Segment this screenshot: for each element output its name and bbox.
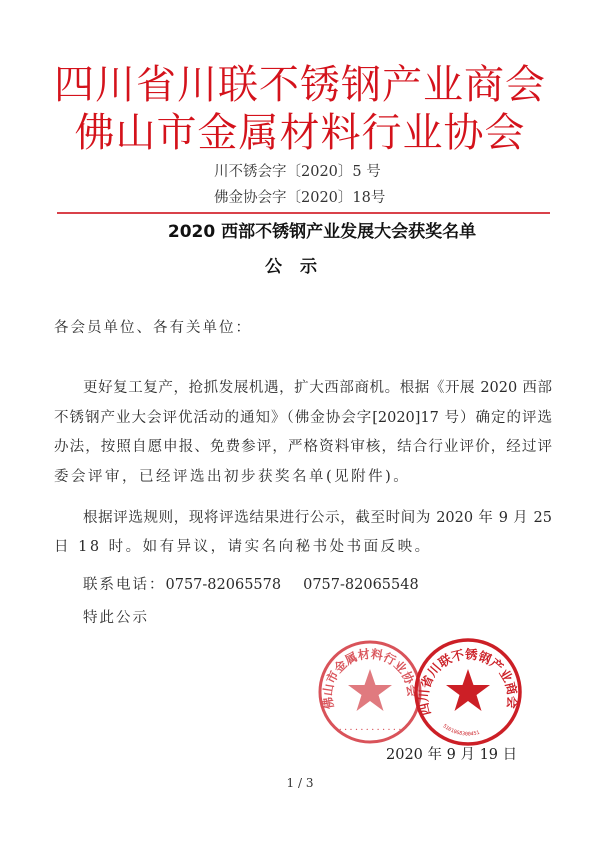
contact-phone-2: 0757-82065548: [303, 577, 419, 593]
signature-date: 2020 年 9 月 19 日: [386, 747, 518, 763]
salutation: 各会员单位、各有关单位：: [54, 320, 252, 336]
closing-text: 特此公示: [83, 610, 149, 626]
seal-foshan-text: 佛山市金属材料行业协会: [320, 646, 420, 711]
paragraph-1-line-4: 委会评审，已经评选出初步获奖名单(见附件)。: [54, 469, 411, 485]
seal-sichuan-code: 5101068300451: [441, 723, 481, 738]
paragraph-1-line-1: 更好复工复产，抢抓发展机遇，扩大西部商机。根据《开展 2020 西部: [83, 380, 552, 396]
contact-phone-row: [83, 575, 419, 595]
paragraph-2-line-2: 日 18 时。如有异议，请实名向秘书处书面反映。: [54, 539, 432, 555]
org-title-foshan: 佛山市金属材料行业协会: [74, 110, 526, 156]
seal-sichuan-chamber: [412, 636, 524, 748]
document-headline: 2020 西部不锈钢产业发展大会获奖名单: [167, 222, 477, 242]
paragraph-2-line-1: 根据评选规则，现将评选结果进行公示，截至时间为 2020 年 9 月 25: [83, 510, 552, 526]
doc-number-foshan: 佛金协会字〔2020〕18号: [214, 190, 386, 206]
seal-foshan-graphic: [317, 639, 423, 745]
org-title-sichuan: 四川省川联不锈钢产业商会: [54, 62, 546, 108]
svg-text:5101068300451: [442, 723, 481, 737]
page-number: 1 / 3: [286, 776, 314, 790]
doc-number-sichuan: 川不锈会字〔2020〕5 号: [214, 164, 381, 180]
seal-foshan-association: [317, 639, 423, 745]
paragraph-1-line-3: 办法，按照自愿申报、免费参评，严格资料审核，结合行业评价，经过评: [54, 439, 552, 455]
seal-sichuan-text: 四川省川联不锈钢产业商会: [415, 646, 521, 718]
red-divider-rule: [57, 212, 550, 214]
svg-text:• • • • • • • • • • • •: • • • • • • • • • • • •: [338, 728, 402, 733]
contact-label: 联系电话：: [83, 577, 166, 593]
seal-sichuan-graphic: [412, 636, 524, 748]
notice-label: 公示: [265, 257, 335, 277]
paragraph-1-line-2: 不锈钢产业大会评优活动的通知》（佛金协会字[2020]17 号）确定的评选: [54, 410, 552, 426]
contact-phone-1: 0757-82065578: [165, 577, 282, 593]
